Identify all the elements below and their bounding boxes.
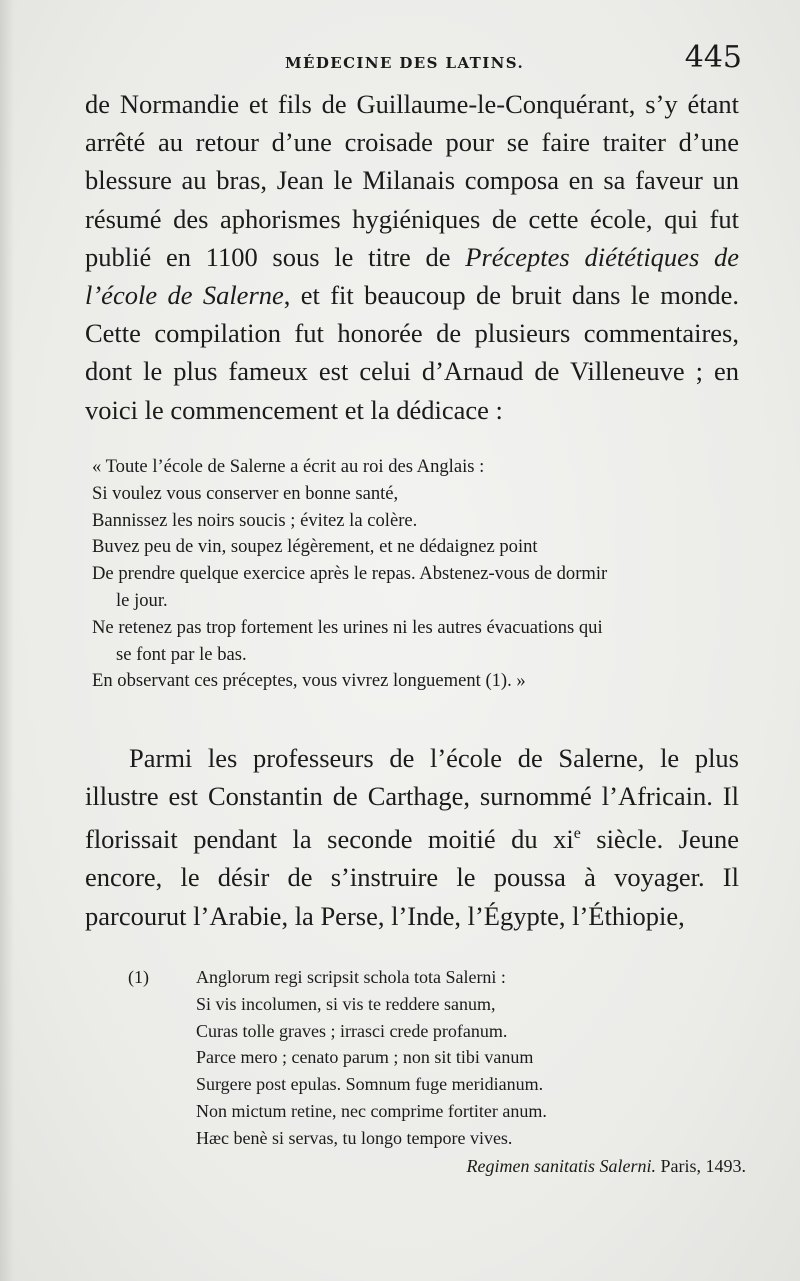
footnote-line: Surgere post epulas. Somnum fuge meridianum. (196, 1074, 544, 1095)
quote-line: se font par le bas. (116, 643, 247, 665)
book-title-italic: Préceptes diététiques de l’école de Salerne (85, 241, 739, 311)
footnote-line: Non mictum retine, nec comprime fortiter anum. (196, 1100, 547, 1121)
paragraph-2-text-b: siècle. Jeune encore, le désir de s’instruire le poussa à voyager. Il parcourut l’Arabie, la Perse, l’Inde, l’Égypte, l’Éthiopie, (85, 824, 740, 931)
quote-line: le jour. (116, 589, 168, 611)
footnote-citation (467, 1153, 746, 1180)
quote-line: De prendre quelque exercice après le repas. Abstenez-vous de dormir (92, 563, 608, 585)
paragraph-2 (85, 739, 739, 935)
paragraph-1-text-b: , et fit beaucoup de bruit dans le monde. Cette compilation fut honorée de plusieurs commentaires, dont le plus fameux est celui d’Arnaud de Villeneuve ; en voici le commencement et la dédicace : (85, 280, 739, 425)
quote-line: Ne retenez pas trop fortement les urines ni les autres évacuations qui (92, 616, 603, 638)
footnote-line: Parce mero ; cenato parum ; non sit tibi vanum (196, 1047, 534, 1068)
paragraph-2-text-a: Parmi les professeurs de l’école de Salerne, le plus illustre est Constantin de Carthage, surnommé l’Africain. Il florissait pendant la seconde moitié du xi (85, 743, 739, 855)
running-title: MÉDECINE DES LATINS. (285, 54, 525, 72)
paragraph-1 (85, 85, 739, 429)
quote-line: « Toute l’école de Salerne a écrit au roi des Anglais : (92, 456, 485, 477)
citation-place-date: Paris, 1493. (656, 1156, 746, 1176)
quote-line: Buvez peu de vin, soupez légèrement, et ne dédaignez point (92, 536, 538, 558)
footnote-line: Curas tolle graves ; irrasci crede profanum. (196, 1020, 508, 1041)
quote-line: Si voulez vous conserver en bonne santé, (92, 482, 399, 504)
page-number: 445 (684, 40, 742, 75)
quote-line: En observant ces préceptes, vous vivrez longuement (1). » (92, 670, 526, 692)
footnote-marker: (1) (128, 967, 149, 987)
century-superscript: e (573, 825, 581, 843)
footnote-line: Si vis incolumen, si vis te reddere sanum, (196, 993, 496, 1014)
footnote-line: Anglorum regi scripsit schola tota Salerni : (196, 967, 506, 987)
footnote-latin-verse (196, 964, 748, 1152)
quoted-translation (92, 454, 752, 695)
citation-title: Regimen sanitatis Salerni. (466, 1156, 656, 1176)
footnote-line: Hæc benè si servas, tu longo tempore vives. (196, 1127, 513, 1148)
page-header (85, 40, 742, 80)
quote-line: Bannissez les noirs soucis ; évitez la colère. (92, 509, 418, 531)
paragraph-1-text-a: de Normandie et fils de Guillaume-le-Conquérant, s’y étant arrêté au retour d’une croisade pour se faire traiter d’une blessure au bras, Jean le Milanais composa en sa faveur un résumé des aphorismes hygiéniques de cette école, qui fut publié en 1100 sous le titre de (85, 89, 739, 272)
page-gutter-shadow (0, 0, 14, 1281)
